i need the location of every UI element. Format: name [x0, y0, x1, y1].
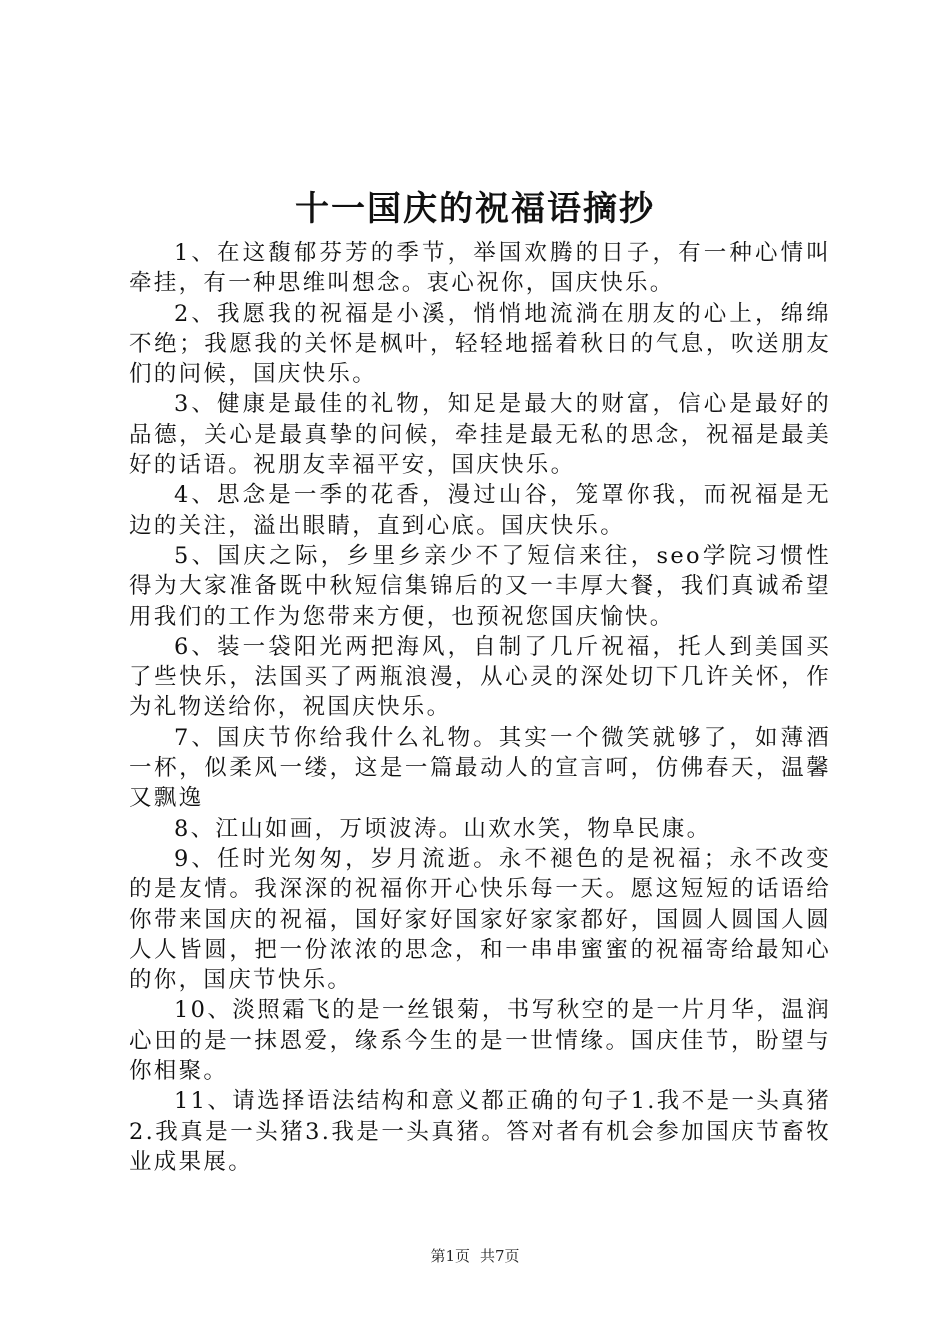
paragraph-1: 1、在这馥郁芬芳的季节，举国欢腾的日子，有一种心情叫牵挂，有一种思维叫想念。衷心祝你，国庆快乐。 — [129, 240, 831, 297]
paragraph-11: 11、请选择语法结构和意义都正确的句子1.我不是一头真猪2.我真是一头猪3.我是一头真猪。答对者有机会参加国庆节畜牧业成果展。 — [129, 1088, 831, 1175]
page-total: 共7页 — [480, 1247, 520, 1265]
paragraph-7: 7、国庆节你给我什么礼物。其实一个微笑就够了，如薄酒一杯，似柔风一缕，这是一篇最动人的宣言呵，仿佛春天，温馨又飘逸 — [129, 724, 831, 812]
page-footer — [0, 1245, 950, 1267]
paragraph-8: 8、江山如画，万顷波涛。山欢水笑，物阜民康。 — [174, 815, 712, 842]
paragraph-5: 5、国庆之际，乡里乡亲少不了短信来往，seo学院习惯性得为大家准备既中秋短信集锦后的又一丰厚大餐，我们真诚希望用我们的工作为您带来方便，也预祝您国庆愉快。 — [129, 542, 831, 630]
article-body — [129, 238, 831, 1177]
paragraph-4: 4、思念是一季的花香，漫过山谷，笼罩你我，而祝福是无边的关注，溢出眼睛，直到心底。国庆快乐。 — [129, 482, 831, 539]
page-number: 第1页 — [430, 1247, 470, 1265]
paragraph-9: 9、任时光匆匆，岁月流逝。永不褪色的是祝福；永不改变的是友情。我深深的祝福你开心快乐每一天。愿这短短的话语给你带来国庆的祝福，国好家好国家好家家都好，国圆人圆国人圆人人皆圆，把一份浓浓的思念，和一串串蜜蜜的祝福寄给最知心的你，国庆节快乐。 — [129, 845, 831, 994]
paragraph-10: 10、淡照霜飞的是一丝银菊，书写秋空的是一片月华，温润心田的是一抹恩爱，缘系今生的是一世情缘。国庆佳节，盼望与你相聚。 — [129, 997, 831, 1085]
paragraph-6: 6、装一袋阳光两把海风，自制了几斤祝福，托人到美国买了些快乐，法国买了两瓶浪漫，从心灵的深处切下几许关怀，作为礼物送给你，祝国庆快乐。 — [129, 633, 831, 721]
page-title: 十一国庆的祝福语摘抄 — [295, 189, 655, 229]
paragraph-3: 3、健康是最佳的礼物，知足是最大的财富，信心是最好的品德，关心是最真挚的问候，牵挂是最无私的思念，祝福是最美好的话语。祝朋友幸福平安，国庆快乐。 — [129, 391, 831, 479]
paragraph-2: 2、我愿我的祝福是小溪，悄悄地流淌在朋友的心上，绵绵不绝；我愿我的关怀是枫叶，轻轻地摇着秋日的气息，吹送朋友们的问候，国庆快乐。 — [129, 300, 831, 388]
